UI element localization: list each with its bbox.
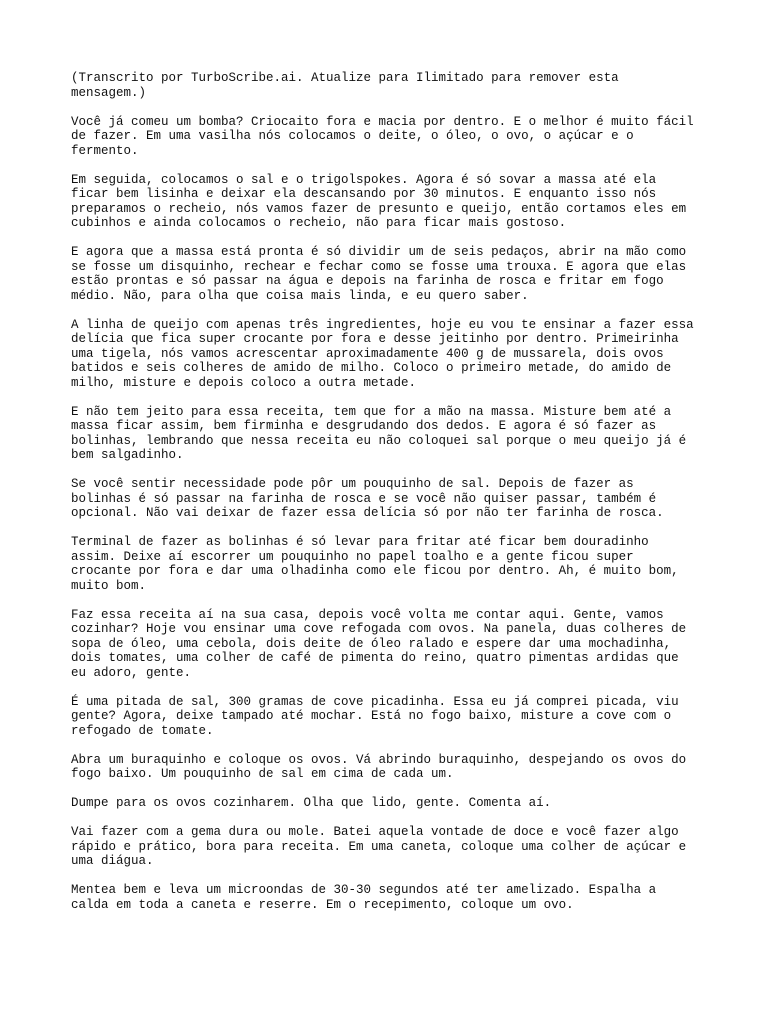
paragraph: E não tem jeito para essa receita, tem que for a mão na massa. Misture bem até a massa ficar assim, bem firminha e desgrudando dos dedos. E agora é só fazer as bolinhas, lembrando que nessa receita eu não coloquei sal porque o meu queijo já é bem salgadinho. — [71, 404, 687, 462]
paragraph: Mentea bem e leva um microondas de 30-30 segundos até ter amelizado. Espalha a calda em toda a caneta e reserre. Em o recepimento, coloque um ovo. — [71, 883, 657, 912]
paragraph: E agora que a massa está pronta é só dividir um de seis pedaços, abrir na mão como se fosse um disquinho, rechear e fechar como se fosse uma trouxa. E agora que elas estão prontas e só passar na água e depois na farinha de rosca e fritar em fogo médio. Não, para olha que coisa mais linda, e eu quero saber. — [71, 245, 687, 303]
paragraph: Dumpe para os ovos cozinharem. Olha que lido, gente. Comenta aí. — [71, 796, 552, 810]
paragraph: Você já comeu um bomba? Criocaito fora e macia por dentro. E o melhor é muito fácil de fazer. Em uma vasilha nós colocamos o deite, o óleo, o ovo, o açúcar e o fermento. — [71, 114, 694, 158]
paragraph: Em seguida, colocamos o sal e o trigolspokes. Agora é só sovar a massa até ela ficar bem lisinha e deixar ela descansando por 30 minutos. E enquanto isso nós preparamos o recheio, nós vamos fazer de presunto e queijo, então cortamos eles em cubinhos e ainda colocamos o recheio, não para ficar mais gostoso. — [71, 172, 687, 230]
paragraph: Se você sentir necessidade pode pôr um pouquinho de sal. Depois de fazer as bolinhas é só passar na farinha de rosca e se você não quiser passar, também é opcional. Não vai deixar de fazer essa delícia só por não ter farinha de rosca. — [71, 477, 664, 520]
paragraph: A linha de queijo com apenas três ingredientes, hoje eu vou te ensinar a fazer essa delícia que fica super crocante por fora e desse jeitinho por dentro. Primeirinha uma tigela, nós vamos acrescentar aproximadamente 400 g de mussarela, dois ovos batidos e seis colheres de amido de milho. Coloco o primeiro metade, do amido de milho, misture e depois coloco a outra metade. — [71, 317, 694, 390]
paragraph: Terminal de fazer as bolinhas é só levar para fritar até ficar bem douradinho assim. Deixe aí escorrer um pouquinho no papel toalho e a gente ficou super crocante por fora e dar uma olhadinha como ele ficou por dentro. Ah, é muito bom, muito bom. — [71, 535, 679, 593]
paragraph: Vai fazer com a gema dura ou mole. Batei aquela vontade de doce e você fazer algo rápido e prático, bora para receita. Em uma caneta, coloque uma colher de açúcar e uma diágua. — [71, 825, 687, 868]
paragraph: Faz essa receita aí na sua casa, depois você volta me contar aqui. Gente, vamos cozinhar? Hoje vou ensinar uma cove refogada com ovos. Na panela, duas colheres de sopa de óleo, uma cebola, dois deite de óleo ralado e espere dar uma mochadinha, dois tomates, uma colher de café de pimenta do reino, quatro pimentas ardidas que eu adoro, gente. — [71, 607, 687, 680]
paragraph: Abra um buraquinho e coloque os ovos. Vá abrindo buraquinho, despejando os ovos do fogo baixo. Um pouquinho de sal em cima de cada um. — [71, 752, 687, 781]
paragraph: É uma pitada de sal, 300 gramas de cove picadinha. Essa eu já comprei picada, viu gente? Agora, deixe tampado até mochar. Está no fogo baixo, misture a cove com o refogado de tomate. — [71, 694, 679, 738]
transcript-page — [71, 71, 711, 927]
transcript-notice: (Transcrito por TurboScribe.ai. Atualize para Ilimitado para remover esta mensagem.) — [71, 71, 619, 100]
